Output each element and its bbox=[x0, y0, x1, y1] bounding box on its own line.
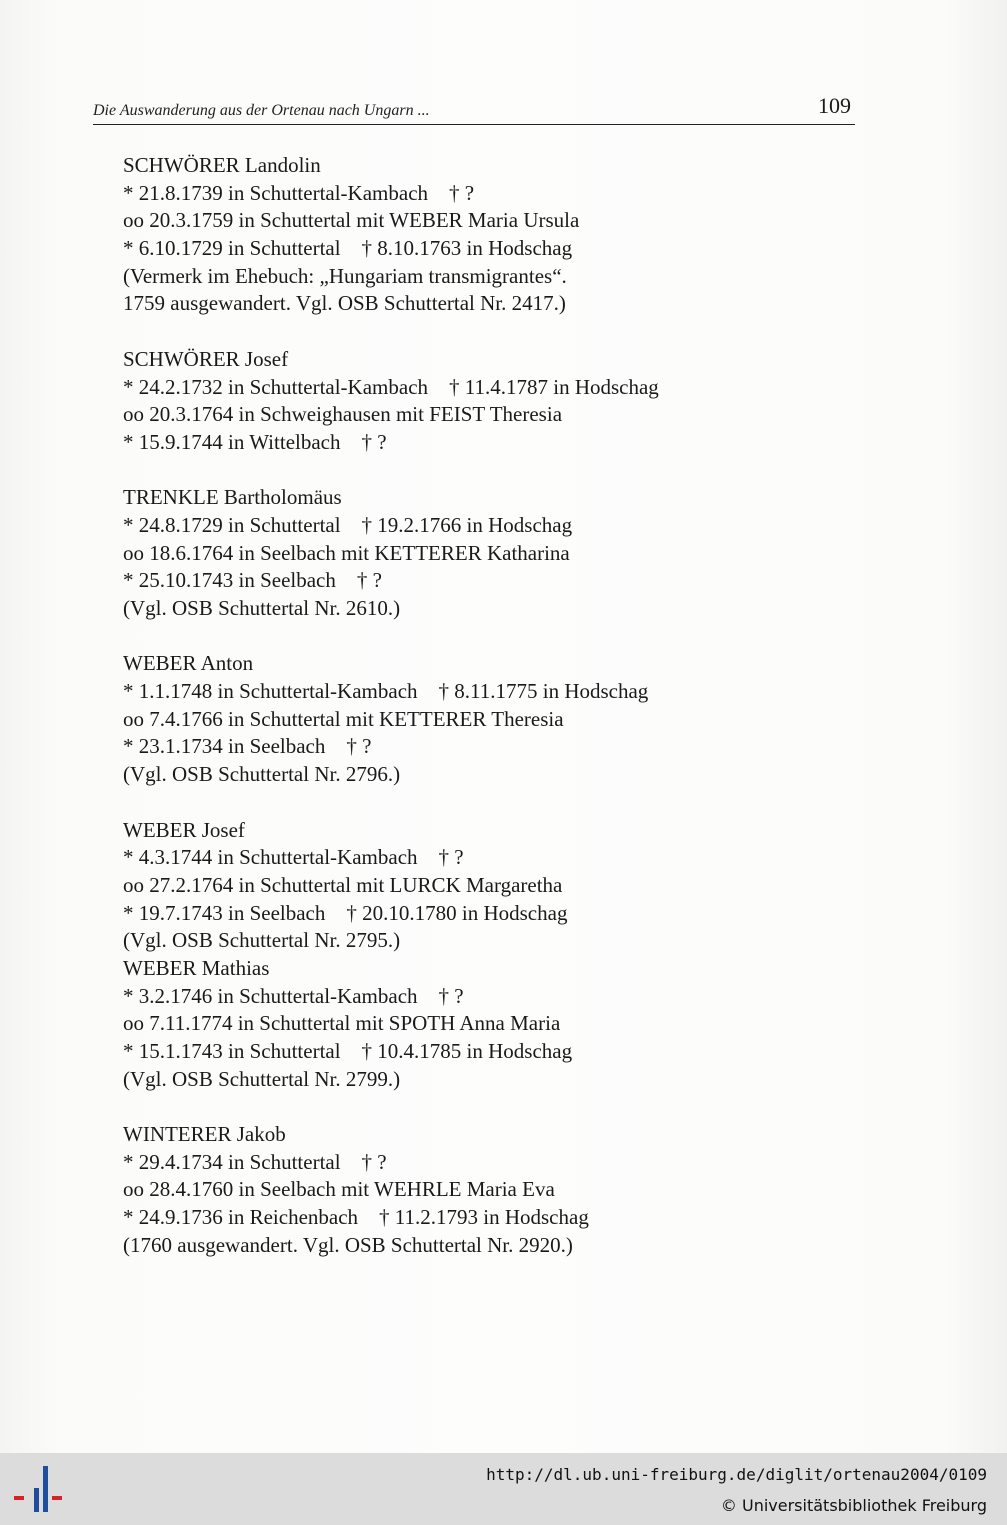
entry-name: TRENKLE Bartholomäus bbox=[123, 485, 342, 510]
entry-name: WEBER Mathias bbox=[123, 955, 270, 980]
entry-line: * 25.10.1743 in Seelbach † ? bbox=[123, 568, 382, 593]
entry-schwoerer-josef bbox=[123, 346, 883, 457]
entry-name: WEBER Anton bbox=[123, 651, 254, 676]
permalink-url[interactable]: http://dl.ub.uni-freiburg.de/diglit/ortenau2004/0109 bbox=[486, 1465, 987, 1484]
entry-line: * 1.1.1748 in Schuttertal-Kambach † 8.11.1775 in Hodschag bbox=[123, 679, 649, 704]
entry-line: (1760 ausgewandert. Vgl. OSB Schuttertal Nr. 2920.) bbox=[123, 1232, 573, 1257]
entry-line: (Vgl. OSB Schuttertal Nr. 2796.) bbox=[123, 762, 401, 787]
entry-name: WINTERER Jakob bbox=[123, 1122, 286, 1147]
entry-line: oo 7.4.1766 in Schuttertal mit KETTERER Theresia bbox=[123, 706, 564, 731]
entry-line: * 24.9.1736 in Reichenbach † 11.2.1793 in Hodschag bbox=[123, 1205, 589, 1230]
entry-name: WEBER Josef bbox=[123, 817, 245, 842]
entry-weber-josef bbox=[123, 817, 883, 955]
entry-line: oo 27.2.1764 in Schuttertal mit LURCK Margaretha bbox=[123, 872, 563, 897]
entry-weber-mathias bbox=[123, 955, 883, 1093]
entry-line: * 19.7.1743 in Seelbach † 20.10.1780 in Hodschag bbox=[123, 900, 568, 925]
entry-line: (Vermerk im Ehebuch: „Hungariam transmigrantes“. bbox=[123, 263, 567, 288]
entry-line: * 4.3.1744 in Schuttertal-Kambach † ? bbox=[123, 845, 464, 870]
entry-line: oo 20.3.1764 in Schweighausen mit FEIST Theresia bbox=[123, 402, 563, 427]
entry-line: * 21.8.1739 in Schuttertal-Kambach † ? bbox=[123, 180, 475, 205]
entry-line: * 29.4.1734 in Schuttertal † ? bbox=[123, 1149, 387, 1174]
entry-line: * 15.1.1743 in Schuttertal † 10.4.1785 in Hodschag bbox=[123, 1039, 573, 1063]
entry-line: * 6.10.1729 in Schuttertal † 8.10.1763 in Hodschag bbox=[123, 236, 573, 261]
ub-freiburg-logo-icon bbox=[12, 1464, 64, 1514]
entry-line: * 3.2.1746 in Schuttertal-Kambach † ? bbox=[123, 983, 464, 1008]
entry-line: 1759 ausgewandert. Vgl. OSB Schuttertal Nr. 2417.) bbox=[123, 291, 566, 316]
entry-line: * 24.2.1732 in Schuttertal-Kambach † 11.4.1787 in Hodschag bbox=[123, 374, 659, 399]
footer-bar bbox=[0, 1453, 1007, 1525]
entry-name: SCHWÖRER Josef bbox=[123, 346, 289, 371]
entry-line: oo 7.11.1774 in Schuttertal mit SPOTH Anna Maria bbox=[123, 1011, 561, 1036]
entry-name: SCHWÖRER Landolin bbox=[123, 153, 321, 177]
entry-line: oo 20.3.1759 in Schuttertal mit WEBER Maria Ursula bbox=[123, 208, 580, 233]
entry-schwoerer-landolin bbox=[123, 152, 883, 318]
entry-line: (Vgl. OSB Schuttertal Nr. 2799.) bbox=[123, 1066, 401, 1091]
entry-line: * 15.9.1744 in Wittelbach † ? bbox=[123, 429, 387, 454]
running-title: Die Auswanderung aus der Ortenau nach Ungarn ... bbox=[93, 102, 430, 119]
page-number: 109 bbox=[818, 93, 851, 118]
emigrant-entries bbox=[123, 152, 883, 1287]
entry-line: (Vgl. OSB Schuttertal Nr. 2610.) bbox=[123, 596, 401, 620]
entry-line: (Vgl. OSB Schuttertal Nr. 2795.) bbox=[123, 928, 401, 953]
entry-line: * 24.8.1729 in Schuttertal † 19.2.1766 in Hodschag bbox=[123, 512, 573, 537]
entry-line: oo 18.6.1764 in Seelbach mit KETTERER Katharina bbox=[123, 540, 570, 565]
entry-line: oo 28.4.1760 in Seelbach mit WEHRLE Maria Eva bbox=[123, 1177, 555, 1202]
entry-weber-anton bbox=[123, 650, 883, 788]
entry-line: * 23.1.1734 in Seelbach † ? bbox=[123, 734, 372, 759]
header-rule bbox=[93, 124, 855, 125]
entry-trenkle-bartholomaeus bbox=[123, 484, 883, 622]
entry-winterer-jakob bbox=[123, 1121, 883, 1259]
copyright-notice: © Universitätsbibliothek Freiburg bbox=[720, 1496, 987, 1515]
